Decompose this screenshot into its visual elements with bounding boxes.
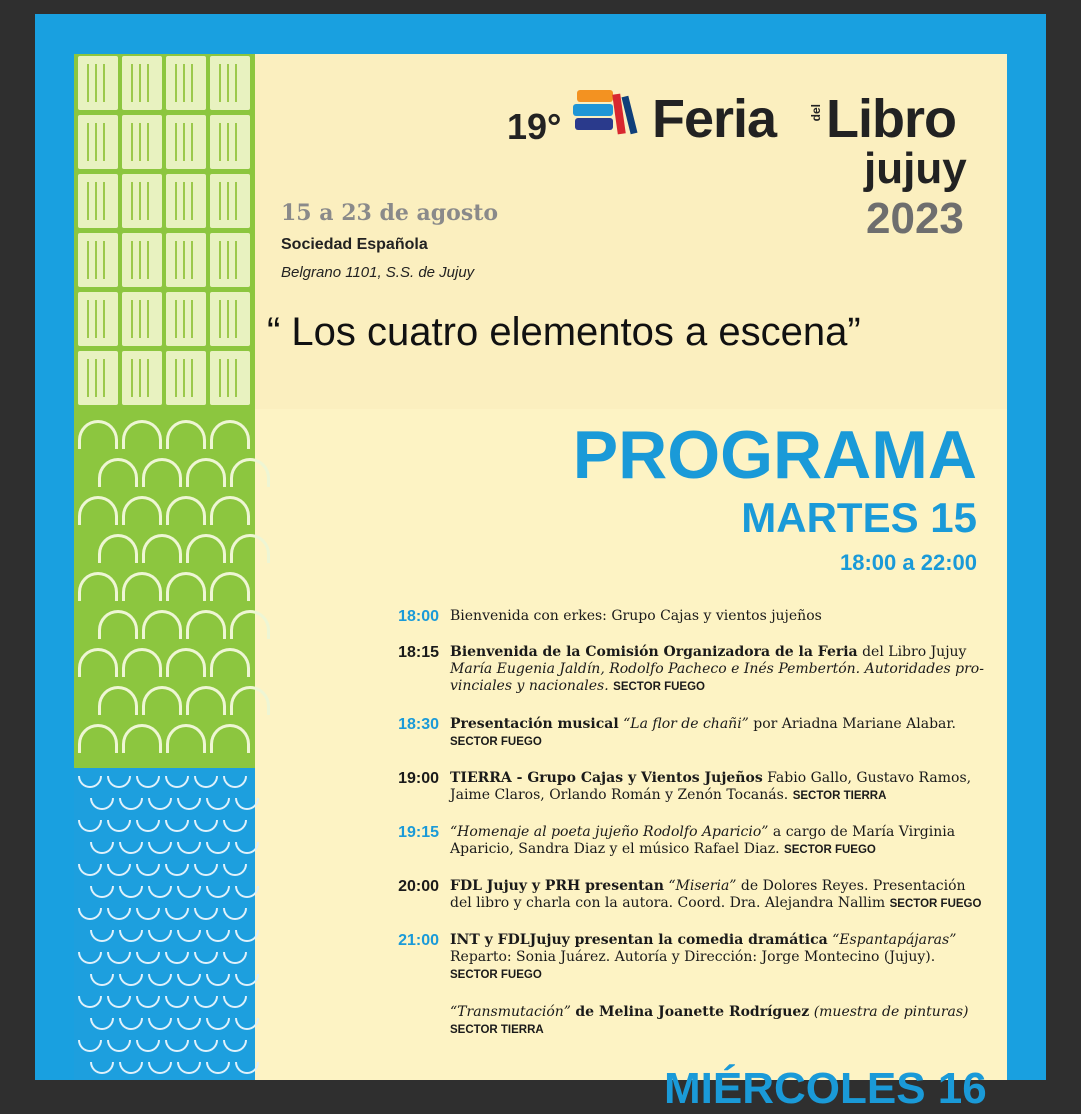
decor-tile	[78, 115, 118, 169]
event-time: 21:00	[398, 932, 439, 949]
decor-arch	[142, 686, 182, 715]
decor-wave	[165, 864, 189, 876]
decor-tile	[78, 174, 118, 228]
decor-wave	[177, 1018, 201, 1030]
decor-wave	[194, 952, 218, 964]
waves-pattern	[74, 768, 255, 1080]
arches-pattern	[74, 410, 255, 768]
decor-arch	[210, 420, 250, 449]
decor-arch	[210, 648, 250, 677]
event-description: Bienvenida de la Comisión Organizadora de la Feria del Libro Jujuy María Eugenia Jaldín, Rodolfo Pacheco e Inés Pembertón. Autoridades pro-vinciales y nacionales. SECTOR FUEGO	[450, 644, 984, 694]
decor-wave	[136, 820, 160, 832]
decor-wave	[148, 798, 172, 810]
decor-wave	[90, 1018, 114, 1030]
title-year: 2023	[866, 194, 964, 243]
decor-wave	[107, 952, 131, 964]
decor-wave	[223, 776, 247, 788]
decor-wave	[235, 1018, 259, 1030]
decor-wave	[194, 996, 218, 1008]
decor-wave	[165, 1040, 189, 1052]
event-description: Bienvenida con erkes: Grupo Cajas y vientos jujeños	[450, 608, 822, 624]
decor-tile	[78, 292, 118, 346]
decor-wave	[119, 1018, 143, 1030]
decor-wave	[148, 974, 172, 986]
decor-wave	[107, 864, 131, 876]
decor-wave	[78, 820, 102, 832]
decor-arch	[122, 496, 162, 525]
event-time: 18:15	[398, 644, 439, 661]
decor-arch	[122, 420, 162, 449]
decor-wave	[78, 864, 102, 876]
title-del: del	[809, 104, 823, 122]
decor-wave	[90, 930, 114, 942]
decor-tile	[122, 56, 162, 110]
decor-tile	[78, 351, 118, 405]
decor-arch	[166, 572, 206, 601]
event-description: TIERRA - Grupo Cajas y Vientos Jujeños Fabio Gallo, Gustavo Ramos, Jaime Claros, Orlando Román y Zenón Tocanás. SECTOR TIERRA	[450, 770, 972, 803]
decor-wave	[165, 996, 189, 1008]
venue-address: Belgrano 1101, S.S. de Jujuy	[281, 264, 475, 281]
decor-wave	[235, 886, 259, 898]
decor-wave	[165, 952, 189, 964]
decor-arch	[78, 572, 118, 601]
decor-wave	[165, 908, 189, 920]
decor-arch	[230, 458, 270, 487]
decor-wave	[235, 1062, 259, 1074]
decor-arch	[210, 572, 250, 601]
decor-wave	[107, 908, 131, 920]
decor-tile	[210, 56, 250, 110]
decor-wave	[206, 1062, 230, 1074]
decor-tile	[122, 351, 162, 405]
decor-arch	[166, 496, 206, 525]
decor-wave	[235, 930, 259, 942]
decor-wave	[223, 864, 247, 876]
decor-wave	[206, 886, 230, 898]
decor-wave	[194, 908, 218, 920]
decor-arch	[78, 496, 118, 525]
decor-arch	[78, 420, 118, 449]
decor-wave	[78, 952, 102, 964]
fair-dates: 15 a 23 de agosto	[281, 200, 499, 226]
sector-label: SECTOR FUEGO	[450, 969, 542, 981]
decor-wave	[119, 886, 143, 898]
decor-wave	[165, 820, 189, 832]
decor-wave	[177, 798, 201, 810]
sector-label: SECTOR TIERRA	[792, 790, 887, 802]
decor-wave	[206, 974, 230, 986]
decor-wave	[148, 842, 172, 854]
decor-arch	[186, 458, 226, 487]
decor-arch	[98, 610, 138, 639]
decor-wave	[206, 798, 230, 810]
decor-arch	[98, 458, 138, 487]
decor-wave	[194, 1040, 218, 1052]
decor-wave	[119, 798, 143, 810]
decor-wave	[119, 930, 143, 942]
event-time: 19:00	[398, 770, 439, 787]
decor-wave	[78, 996, 102, 1008]
decor-tile	[210, 233, 250, 287]
decor-arch	[210, 724, 250, 753]
decor-tile	[122, 233, 162, 287]
decor-tile	[166, 351, 206, 405]
decor-wave	[136, 908, 160, 920]
decor-arch	[98, 534, 138, 563]
decor-tile	[210, 115, 250, 169]
program-day: MARTES 15	[741, 494, 977, 541]
decor-wave	[107, 996, 131, 1008]
decor-tile	[122, 174, 162, 228]
decor-wave	[177, 842, 201, 854]
decor-wave	[78, 1040, 102, 1052]
decor-wave	[136, 776, 160, 788]
decor-wave	[107, 776, 131, 788]
decor-wave	[148, 930, 172, 942]
decor-wave	[78, 908, 102, 920]
decor-wave	[136, 864, 160, 876]
decor-arch	[122, 572, 162, 601]
decor-wave	[223, 820, 247, 832]
next-day-heading: MIÉRCOLES 16	[664, 1064, 987, 1113]
sector-label: SECTOR TIERRA	[450, 1024, 544, 1036]
event-time: 20:00	[398, 878, 439, 895]
decor-arch	[122, 724, 162, 753]
event-description: INT y FDLJujuy presentan la comedia dramática “Espantapájaras” Reparto: Sonia Juárez. Autoría y Dirección: Jorge Montecino (Jujuy). SECTOR FUEGO	[450, 932, 957, 981]
decor-tile	[78, 56, 118, 110]
event-description: Presentación musical “La flor de chañi” por Ariadna Mariane Alabar. SECTOR FUEGO	[450, 716, 957, 748]
decor-wave	[136, 952, 160, 964]
decor-wave	[148, 886, 172, 898]
decor-wave	[119, 842, 143, 854]
program-hours: 18:00 a 22:00	[840, 550, 977, 575]
decor-wave	[194, 864, 218, 876]
title-libro: Libro	[826, 89, 956, 149]
tiles-pattern	[74, 54, 255, 410]
sector-label: SECTOR FUEGO	[613, 681, 705, 693]
decor-wave	[107, 1040, 131, 1052]
title-feria: Feria	[652, 89, 777, 149]
decor-tile	[166, 292, 206, 346]
decor-arch	[210, 496, 250, 525]
decor-tile	[166, 174, 206, 228]
event-time: 18:00	[398, 608, 439, 625]
decor-wave	[206, 842, 230, 854]
event-time: 18:30	[398, 716, 439, 733]
decor-wave	[223, 952, 247, 964]
sector-label: SECTOR FUEGO	[784, 844, 876, 856]
decorative-strip	[74, 54, 255, 1080]
sector-label: SECTOR FUEGO	[450, 736, 542, 748]
decor-arch	[142, 458, 182, 487]
decor-arch	[122, 648, 162, 677]
decor-wave	[78, 776, 102, 788]
decor-arch	[166, 420, 206, 449]
decor-wave	[165, 776, 189, 788]
decor-arch	[142, 610, 182, 639]
decor-tile	[122, 115, 162, 169]
decor-wave	[223, 1040, 247, 1052]
decor-wave	[177, 930, 201, 942]
poster-paper	[74, 54, 1007, 1113]
decor-wave	[194, 820, 218, 832]
decor-wave	[235, 842, 259, 854]
decor-wave	[136, 1040, 160, 1052]
decor-wave	[136, 996, 160, 1008]
edition-number: 19°	[507, 106, 562, 147]
title-city: jujuy	[864, 144, 967, 193]
decor-arch	[230, 534, 270, 563]
venue-name: Sociedad Española	[281, 236, 428, 253]
theme-quote: “ Los cuatro elementos a escena”	[267, 310, 861, 354]
decor-tile	[210, 351, 250, 405]
event-description: FDL Jujuy y PRH presentan “Miseria” de Dolores Reyes. Presentación del libro y charla con la autora. Coord. Dra. Alejandra Nallim SECTOR FUEGO	[450, 878, 982, 911]
decor-wave	[90, 798, 114, 810]
decor-arch	[230, 686, 270, 715]
decor-arch	[186, 686, 226, 715]
decor-wave	[107, 820, 131, 832]
decor-wave	[235, 974, 259, 986]
decor-arch	[166, 724, 206, 753]
decor-tile	[166, 115, 206, 169]
program-title: PROGRAMA	[572, 417, 977, 493]
decor-arch	[166, 648, 206, 677]
decor-arch	[186, 610, 226, 639]
decor-wave	[223, 908, 247, 920]
decor-wave	[90, 886, 114, 898]
decor-wave	[206, 930, 230, 942]
decor-wave	[90, 1062, 114, 1074]
event-time: 19:15	[398, 824, 439, 841]
decor-wave	[90, 974, 114, 986]
decor-tile	[78, 233, 118, 287]
decor-tile	[210, 292, 250, 346]
event-description: “Transmutación” de Melina Joanette Rodríguez (muestra de pinturas) SECTOR TIERRA	[450, 1004, 969, 1036]
decor-arch	[230, 610, 270, 639]
decor-wave	[177, 886, 201, 898]
decor-wave	[148, 1062, 172, 1074]
decor-arch	[186, 534, 226, 563]
decor-wave	[177, 1062, 201, 1074]
event-description: “Homenaje al poeta jujeño Rodolfo Aparicio” a cargo de María Virginia Aparicio, Sandra Diaz y el músico Rafael Diaz. SECTOR FUEGO	[450, 824, 956, 857]
decor-arch	[78, 648, 118, 677]
decor-wave	[223, 996, 247, 1008]
decor-arch	[142, 534, 182, 563]
decor-arch	[98, 686, 138, 715]
decor-wave	[119, 1062, 143, 1074]
decor-wave	[90, 842, 114, 854]
sector-label: SECTOR FUEGO	[889, 898, 982, 910]
decor-arch	[78, 724, 118, 753]
decor-wave	[177, 974, 201, 986]
decor-wave	[119, 974, 143, 986]
decor-tile	[122, 292, 162, 346]
decor-tile	[166, 56, 206, 110]
books-logo-icon	[571, 86, 639, 140]
decor-tile	[210, 174, 250, 228]
decor-wave	[194, 776, 218, 788]
decor-wave	[235, 798, 259, 810]
decor-tile	[166, 233, 206, 287]
decor-wave	[206, 1018, 230, 1030]
decor-wave	[148, 1018, 172, 1030]
